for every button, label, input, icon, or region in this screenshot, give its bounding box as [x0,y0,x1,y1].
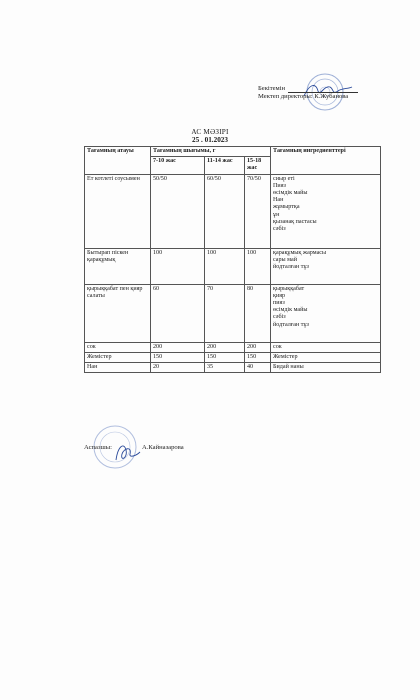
table-row [85,174,381,248]
cook-block [84,444,184,451]
ingredient: Жемістер [273,353,298,360]
ingredients-cell [271,363,381,373]
table-row [85,342,381,352]
ingredient: жұмыртқа [273,204,300,211]
menu-date: 25 . 01.2023 [192,136,228,144]
table-row [85,352,381,362]
approval-block [258,85,408,101]
ingredient: йодталған тұз [273,321,309,328]
age-group-header: 11-14 жас [205,157,245,174]
qty-cell: 150 [205,352,245,362]
ingredient: пияз [273,300,285,307]
dish-cell: сок [85,342,151,352]
ingredient: Пияз [273,182,286,189]
qty-cell: 150 [245,352,271,362]
ingredient: сиыр еті [273,175,295,182]
dish-cell: қырыққабат пен қияр салаты [85,284,151,342]
qty-cell: 20 [151,363,205,373]
ingredient: өсімдік майы [273,307,308,314]
qty-cell: 100 [151,248,205,284]
age-group-header: 15-18 жас [245,157,271,174]
ingredient: қияр [273,292,286,299]
age-group-header: 7-10 жас [151,157,205,174]
dish-cell: Нан [85,363,151,373]
approval-label: Бекітемін [258,85,286,92]
cook-label: Аспазшы: [84,444,112,451]
ingredient: сәбіз [273,226,286,233]
header-ingredients: Тағамның ингредиенттері [271,147,381,175]
header-dish: Тағамның атауы [85,147,151,175]
qty-cell: 50/50 [151,174,205,248]
qty-cell: 60 [151,284,205,342]
ingredient: сары май [273,256,297,263]
qty-cell: 70 [205,284,245,342]
ingredient: ұн [273,211,280,218]
table-row [85,284,381,342]
ingredients-cell [271,174,381,248]
header-quantity: Тағамның шығымы, г [151,147,271,157]
qty-cell: 40 [245,363,271,373]
table-row [85,248,381,284]
cook-name: А.Кайназарова [141,444,184,451]
ingredient: Бидай наны [273,364,304,371]
menu-title: АС МӘЗІРІ [191,128,229,136]
dish-cell: Бытырап піскен қарақұмық [85,248,151,284]
approval-director: Мектеп директоры: К.Жубанова [258,93,349,100]
qty-cell: 200 [151,342,205,352]
ingredients-cell [271,248,381,284]
table-row [85,363,381,373]
qty-cell: 80 [245,284,271,342]
header-row [85,147,381,157]
ingredients-cell [271,342,381,352]
ingredient: қырыққабат [273,285,305,292]
dish-cell: Ет котлеті соусымен [85,174,151,248]
qty-cell: 200 [245,342,271,352]
qty-cell: 100 [205,248,245,284]
qty-cell: 200 [205,342,245,352]
qty-cell: 100 [245,248,271,284]
qty-cell: 150 [151,352,205,362]
menu-table [84,146,381,373]
ingredient: өсімдік майы [273,190,308,197]
ingredient: қарақұмық жармасы [273,249,327,256]
ingredient: қызанақ пастасы [273,218,317,225]
ingredient: Нан [273,197,284,204]
ingredient: йодталған тұз [273,264,309,271]
ingredient: сәбіз [273,314,286,321]
ingredients-cell [271,284,381,342]
qty-cell: 60/50 [205,174,245,248]
qty-cell: 70/50 [245,174,271,248]
ingredients-cell [271,352,381,362]
dish-cell: Жемістер [85,352,151,362]
qty-cell: 35 [205,363,245,373]
ingredient: сок [273,343,282,350]
